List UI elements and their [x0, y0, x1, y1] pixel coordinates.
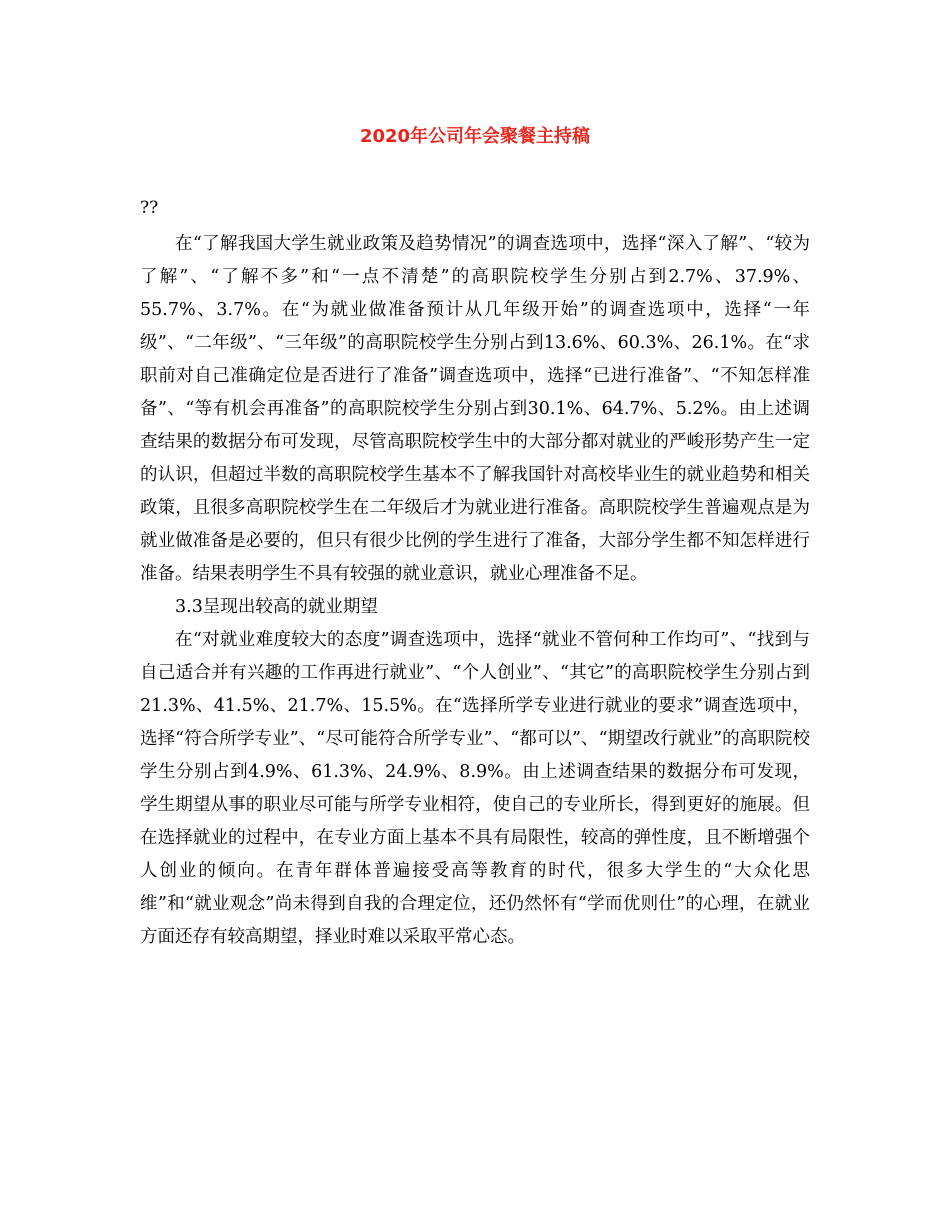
placeholder-marker: ??: [140, 198, 159, 218]
paragraph-survey-policy: 在“了解我国大学生就业政策及趋势情况”的调查选项中，选择“深入了解”、“较为了解”、“了解不多”和“一点不清楚”的高职院校学生分别占到2.7%、37.9%、55.7%、3.7%。在“为就业做准备预计从几年级开始”的调查选项中，选择“一年级”、“二年级”、“三年级”的高职院校学生分别占到13.6%、60.3%、26.1%。在“求职前对自己准确定位是否进行了准备”调查选项中，选择“已进行准备”、“不知怎样准备”、“等有机会再准备”的高职院校学生分别占到30.1%、64.7%、5.2%。由上述调查结果的数据分布可发现，尽管高职院校学生中的大部分都对就业的严峻形势产生一定的认识，但超过半数的高职院校学生基本不了解我国针对高校毕业生的就业趋势和相关政策，且很多高职院校学生在二年级后才为就业进行准备。高职院校学生普遍观点是为就业做准备是必要的，但只有很少比例的学生进行了准备，大部分学生都不知怎样进行准备。结果表明学生不具有较强的就业意识，就业心理准备不足。: [140, 234, 810, 584]
document-body: [140, 228, 810, 954]
document-title: 2020年公司年会聚餐主持稿: [359, 126, 591, 147]
section-heading-3-3: 3.3呈现出较高的就业期望: [175, 597, 378, 617]
paragraph-survey-expectation: 在“对就业难度较大的态度”调查选项中，选择“就业不管何种工作均可”、“找到与自己适合并有兴趣的工作再进行就业”、“个人创业”、“其它”的高职院校学生分别占到21.3%、41.5%、21.7%、15.5%。在“选择所学专业进行就业的要求”调查选项中，选择“符合所学专业”、“尽可能符合所学专业”、“都可以”、“期望改行就业”的高职院校学生分别占到4.9%、61.3%、24.9%、8.9%。由上述调查结果的数据分布可发现，学生期望从事的职业尽可能与所学专业相符，使自己的专业所长，得到更好的施展。但在选择就业的过程中，在专业方面上基本不具有局限性，较高的弹性度，且不断增强个人创业的倾向。在青年群体普遍接受高等教育的时代，很多大学生的“大众化思维”和“就业观念”尚未得到自我的合理定位，还仍然怀有“学而优则仕”的心理，在就业方面还存有较高期望，择业时难以采取平常心态。: [140, 630, 810, 947]
